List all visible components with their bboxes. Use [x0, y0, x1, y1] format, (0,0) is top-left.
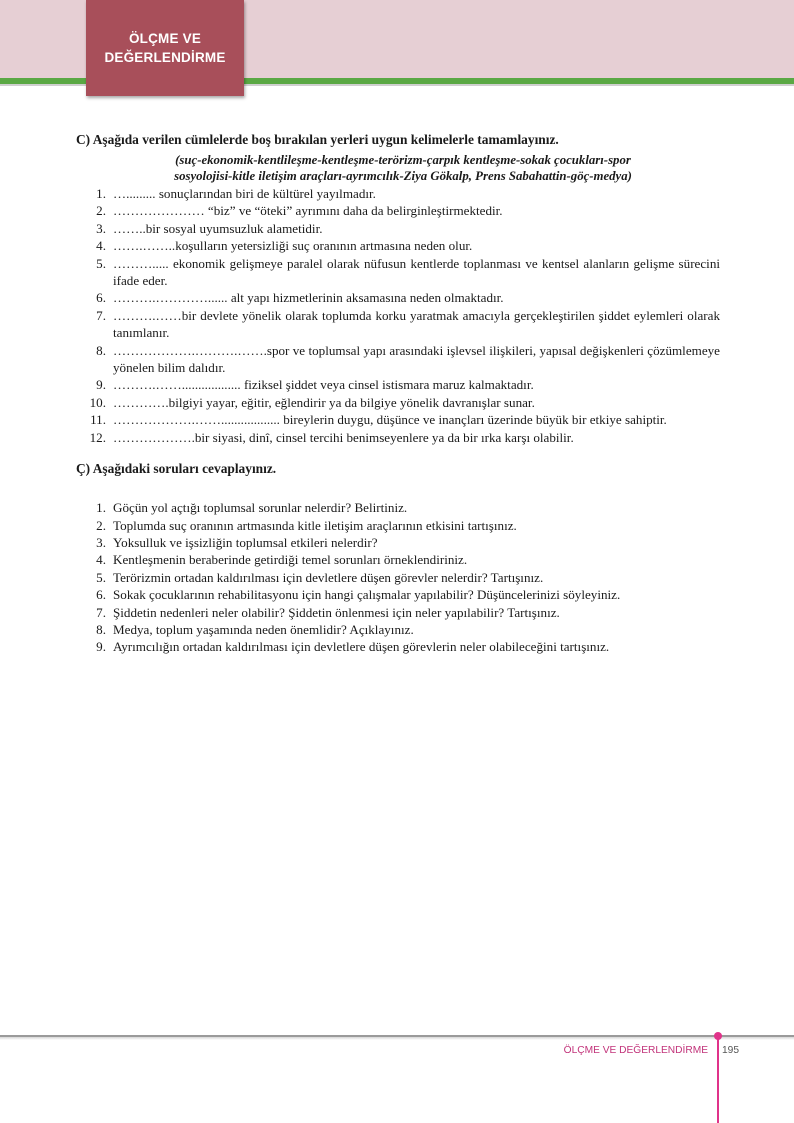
item-text: ……………….bir siyasi, dinî, cinsel tercihi benimseyenlere ya da bir ırka karşı olabilir. [113, 429, 574, 445]
item-number: 1. [96, 186, 106, 201]
fill-blank-item [76, 411, 720, 428]
question-item [76, 604, 720, 621]
question-item [76, 534, 720, 551]
item-text: Toplumda suç oranının artmasında kitle iletişim araçlarının etkisini tartışınız. [113, 517, 517, 533]
section-tab [86, 0, 244, 96]
item-number: 7. [96, 307, 106, 323]
footer-label: ÖLÇME VE DEĞERLENDİRME [563, 1045, 708, 1056]
tab-line-1: ÖLÇME VE [128, 31, 202, 46]
item-number: 8. [96, 621, 106, 637]
item-text: Medya, toplum yaşamında neden önemlidir? Açıklayınız. [113, 621, 414, 637]
question-item [76, 499, 720, 516]
item-text: Kentleşmenin beraberinde getirdiği temel sorunları örneklendiriniz. [113, 552, 468, 568]
item-number: 10. [89, 394, 106, 410]
fill-blank-item [76, 185, 720, 202]
item-number: 2. [96, 203, 106, 219]
item-number: 3. [96, 534, 106, 550]
item-text: Ayrımcılığın ortadan kaldırılması için devletlere düşen görevlerin neler olabileceğini tartışınız. [113, 639, 610, 655]
item-number: 9. [96, 639, 106, 655]
page-number: 195 [722, 1045, 739, 1056]
item-number: 11. [90, 412, 106, 428]
word-bank-line-1: (suç-ekonomik-kentlileşme-kentleşme-terörizm-çarpık kentleşme-sokak çocukları-spor [175, 153, 631, 167]
item-text: ……..bir sosyal uyumsuzluk alametidir. [113, 220, 323, 236]
question-item [76, 569, 720, 586]
item-number: 2. [96, 517, 106, 533]
item-number: 5. [96, 255, 106, 271]
item-text: ……………….……….…….spor ve toplumsal yapı arasındaki işlevsel ilişkileri, yapısal değişkenleri çözümlemeye yönelen bilim dalıdır. [113, 342, 720, 376]
question-item [76, 621, 720, 638]
item-text: ……….…………...... alt yapı hizmetlerinin aksamasına neden olmaktadır. [113, 290, 504, 306]
item-number: 4. [96, 552, 106, 568]
fill-blank-list [76, 185, 720, 446]
section-cc-title: Ç) Aşağıdaki soruları cevaplayınız. [76, 461, 277, 477]
item-text: Terörizmin ortadan kaldırılması için devletlere düşen görevler nelerdir? Tartışınız. [113, 569, 544, 585]
item-number: 8. [96, 342, 106, 358]
fill-blank-item [76, 376, 720, 393]
question-item [76, 638, 720, 655]
item-number: 7. [96, 604, 106, 620]
item-text: …......... sonuçlarından biri de kültürel yayılmadır. [113, 186, 376, 201]
footer-dot [714, 1032, 722, 1040]
item-text: ………….bilgiyi yayar, eğitir, eğlendirir ya da bilgiye yönelik davranışlar sunar. [113, 394, 535, 410]
item-number: 6. [96, 587, 106, 603]
section-c-title: C) Aşağıda verilen cümlelerde boş bırakılan yerleri uygun kelimelerle tamamlayınız. [76, 132, 559, 147]
fill-blank-item [76, 220, 720, 237]
item-text: Şiddetin nedenleri neler olabilir? Şiddetin önlenmesi için neler yapılabilir? Tartışınız. [113, 604, 560, 620]
fill-blank-item [76, 394, 720, 411]
fill-blank-item [76, 237, 720, 254]
question-item [76, 517, 720, 534]
footer-vertical-line [717, 1036, 719, 1123]
item-text: Göçün yol açtığı toplumsal sorunlar nelerdir? Belirtiniz. [113, 500, 408, 516]
word-bank-line-2: sosyolojisi-kitle iletişim araçları-ayrımcılık-Ziya Gökalp, Prens Sabahattin-göç-medya) [174, 169, 632, 183]
fill-blank-item [76, 307, 720, 342]
fill-blank-item [76, 255, 720, 290]
item-number: 5. [96, 569, 106, 585]
tab-line-2: DEĞERLENDİRME [104, 50, 226, 65]
fill-blank-item [76, 342, 720, 377]
word-bank [76, 152, 720, 184]
item-number: 6. [96, 290, 106, 306]
fill-blank-item [76, 202, 720, 219]
item-number: 9. [96, 377, 106, 393]
question-item [76, 586, 720, 603]
item-number: 1. [96, 500, 106, 516]
fill-blank-item [76, 429, 720, 446]
item-text: ………………… “biz” ve “öteki” ayrımını daha da belirginleştirmektedir. [113, 203, 503, 219]
item-text: ……….…….................. fiziksel şiddet veya cinsel istismara maruz kalmaktadır. [113, 377, 534, 393]
item-number: 3. [96, 220, 106, 236]
item-text: ………..... ekonomik gelişmeye paralel olarak nüfusun kentlerde toplanması ve kentsel alanların gelişme sürecini ifade eder. [113, 255, 720, 289]
question-item [76, 551, 720, 568]
footer-shadow [0, 1037, 794, 1040]
page-content [76, 126, 720, 656]
item-text: Sokak çocuklarının rehabilitasyonu için hangi çalışmalar yapılabilir? Düşüncelerinizi söyleyiniz. [113, 587, 621, 603]
item-text: ……………….…….................. bireylerin duygu, düşünce ve inançları üzerinde büyük bir etkiye sahiptir. [113, 412, 667, 428]
question-list [76, 499, 720, 656]
fill-blank-item [76, 289, 720, 306]
item-text: …….……..koşulların yetersizliği suç oranının artmasına neden olur. [113, 238, 473, 254]
item-number: 12. [89, 429, 106, 445]
item-text: ……….……bir devlete yönelik olarak toplumda korku yaratmak amacıyla gerçekleştirilen şiddet eylemleri olarak tanımlanır. [113, 307, 720, 341]
item-number: 4. [96, 238, 106, 254]
item-text: Yoksulluk ve işsizliğin toplumsal etkileri nelerdir? [113, 534, 378, 550]
